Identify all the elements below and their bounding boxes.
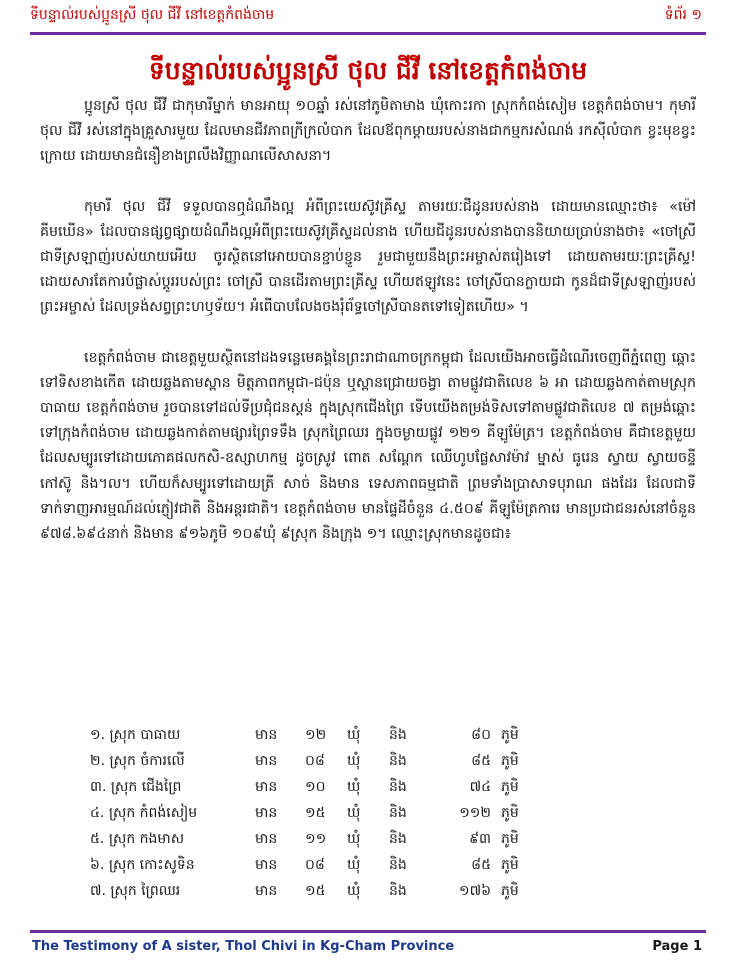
- document-body: [40, 94, 696, 572]
- page-header: [0, 0, 736, 30]
- district-commune-count: ១១: [305, 830, 327, 847]
- district-has-label: មាន: [255, 830, 278, 847]
- paragraph-gospel: កុមារី ថុល ជីវី ទទួលបានឮដំណឹងល្អ អំពីព្រះយេស៊ូវគ្រីស្ទ តាមរយៈជីដូនរបស់នាង ដោយមានឈ្មោះថា៖ «ម៉ៅ គីមឃើន» ដែលបានផ្សព្វផ្សាយដំណឹងល្អអំពីព្រះយេស៊ូវគ្រីស្ទដល់នាង ហើយជីដូនរបស់នាងបាននិយាយប្រាប់នាងថា៖ «ចៅស្រីជាទីស្រឡាញ់របស់យាយអើយ ចូរស្ថិតនៅអោយបានខ្ជាប់ខ្ជួន រួមជាមួយនឹងព្រះអម្ចាស់តរៀងទៅ ដោយតាមរយៈព្រះគ្រីស្ទ! ដោយសារតែការបំផ្លាស់ប្តូររបស់ព្រះ ចៅស្រី បានដើរតាមព្រះគ្រីស្ទ ហើយឥឡូវនេះ ចៅស្រីបានក្លាយជា កូនដ៏ជាទីស្រឡាញ់របស់ព្រះអម្ចាស់ ដែលទ្រង់សព្វព្រះហឫទ័យ។ អំពើបាបលែងចងរុំព័ទ្ធចៅស្រីបានតទៅទៀតហើយ» ។: [40, 198, 696, 316]
- district-village-count: ៩៣: [469, 830, 491, 847]
- district-name: ៣. ស្រុក ជើងព្រៃ: [90, 778, 182, 795]
- district-row: [90, 722, 541, 748]
- district-commune-count: ១៥: [305, 804, 326, 821]
- district-table: [90, 722, 541, 904]
- header-divider: [30, 32, 706, 35]
- district-commune-unit: ឃុំ: [347, 726, 361, 743]
- district-commune-count: ១២: [305, 726, 327, 743]
- district-village-unit: ភូមិ: [501, 830, 519, 847]
- district-commune-unit: ឃុំ: [347, 752, 361, 769]
- footer-divider: [30, 930, 706, 933]
- district-and-label: និង: [389, 856, 407, 873]
- district-row: [90, 878, 541, 904]
- district-and-label: និង: [389, 830, 407, 847]
- district-name: ៥. ស្រុក កងមាស: [90, 830, 185, 847]
- district-and-label: និង: [389, 882, 407, 899]
- district-row: [90, 852, 541, 878]
- district-has-label: មាន: [255, 726, 278, 743]
- district-has-label: មាន: [255, 856, 278, 873]
- district-commune-unit: ឃុំ: [347, 882, 361, 899]
- district-village-unit: ភូមិ: [501, 752, 519, 769]
- district-village-unit: ភូមិ: [501, 778, 519, 795]
- paragraph-province: ខេត្តកំពង់ចាម ជាខេត្តមួយស្ថិតនៅដងទន្លេមេគង្គនៃព្រះរាជាណាចក្រកម្ពុជា ដែលយើងអាចធ្វើដំណើរចេញពីភ្នំពេញ ឆ្ពោះទៅទិសខាងកើត ដោយឆ្លងតាមស្ពាន មិត្តភាពកម្ពុជា-ជប៉ុន ឬស្ពានជ្រោយចង្វា តាមផ្លូវជាតិលេខ ៦ អា ដោយឆ្លងកាត់តាមស្រុកបាធាយ ខេត្តកំពង់ចាម រួចបានទៅដល់ទីប្រជុំជនស្គន់ ក្នុងស្រុកជើងព្រៃ ទើបយើងតម្រង់ទិសទៅតាមផ្លូវជាតិលេខ ៧ តម្រង់ឆ្ពោះទៅក្រុងកំពង់ចាម ដោយឆ្លងកាត់តាមផ្សារព្រៃទទឹង ស្រុកព្រៃឈរ ក្នុងចម្ងាយផ្លូវ ១២១ គីឡូម៉ែត្រ។ ខេត្តកំពង់ចាម គឺជាខេត្តមួយដែលសម្បូរទៅដោយភោគផលកសិ-ឧស្សាហកម្ម ដូចស្រូវ ពោត សណ្តែក ឈើហូបផ្លែសាវម៉ាវ ម្នាស់ ធូរេន ស្វាយ ស្វាយចន្ទី កៅស៊ូ និង។ល។ ហើយក៏សម្បូរទៅដោយត្រី សាច់ និងមាន ទេសភាពធម្មជាតិ ព្រមទាំងប្រាសាទបុរាណ ផងដែរ ដែលជាទីទាក់ទាញអារម្មណ៍ដល់ភ្ញៀវជាតិ និងអន្តរជាតិ។ ខេត្តកំពង់ចាម មានផ្ទៃដីចំនួន ៤.៥០៩ គីឡូម៉ែត្រការេ មានប្រជាជនរស់នៅចំនួន ៩៧៨.៦៩៤នាក់ និងមាន ៩១៦ភូមិ ១០៩ឃុំ ៩ស្រុក និងក្រុង ១។ ឈ្មោះស្រុកមានដូចជា៖: [40, 349, 696, 543]
- district-village-count: ១១២: [459, 804, 491, 821]
- district-has-label: មាន: [255, 882, 278, 899]
- district-village-unit: ភូមិ: [501, 856, 519, 873]
- district-name: ៧. ស្រុក ព្រៃឈរ: [90, 882, 181, 899]
- district-has-label: មាន: [255, 752, 278, 769]
- district-and-label: និង: [389, 752, 407, 769]
- district-name: ១. ស្រុក បាធាយ: [90, 726, 181, 743]
- district-and-label: និង: [389, 726, 407, 743]
- header-title: ទីបន្ទាល់របស់ប្អូនស្រី ថុល ជីវី នៅខេត្តកំពង់ចាម: [30, 6, 275, 23]
- district-row: [90, 826, 541, 852]
- district-commune-count: ០៨: [305, 856, 325, 873]
- document-title: ទីបន្ទាល់របស់ប្អូនស្រី ថុល ជីវី នៅខេត្តកំពង់ចាម: [148, 56, 588, 85]
- page-footer: [0, 934, 736, 958]
- district-village-unit: ភូមិ: [501, 726, 519, 743]
- district-has-label: មាន: [255, 778, 278, 795]
- district-has-label: មាន: [255, 804, 278, 821]
- district-village-count: ៨៥: [471, 752, 491, 769]
- header-page-number: ទំព័រ ១: [664, 6, 702, 23]
- district-row: [90, 748, 541, 774]
- district-village-count: ៨៥: [471, 856, 491, 873]
- district-village-unit: ភូមិ: [501, 882, 519, 899]
- district-row: [90, 774, 541, 800]
- district-commune-count: ១៥: [305, 882, 326, 899]
- district-commune-unit: ឃុំ: [347, 830, 361, 847]
- paragraph-intro: ប្អូនស្រី ថុល ជីវី ជាកុមារីម្នាក់ មានអាយុ ១០ឆ្នាំ រស់នៅភូមិតាមាង ឃុំកោះរកា ស្រុកកំពង់សៀម ខេត្តកំពង់ចាម។ កុមារី ថុល ជីវី រស់នៅក្នុងគ្រួសារមួយ ដែលមានជីវភាពក្រីក្រលំបាក ដែលឪពុកម្តាយរបស់នាងជាកម្មករសំណង់ រកស៊ីលំបាក ខ្វះមុខខ្វះក្រោយ ដោយមានជំនឿខាងព្រលឹងវិញ្ញាណលើសាសនា។: [40, 98, 696, 165]
- district-commune-count: ០៨: [305, 752, 325, 769]
- district-commune-count: ១០: [305, 778, 326, 795]
- district-village-unit: ភូមិ: [501, 804, 519, 821]
- district-name: ៦. ស្រុក កោះសូទិន: [90, 856, 195, 873]
- district-and-label: និង: [389, 804, 407, 821]
- district-name: ៤. ស្រុក កំពង់សៀម: [90, 804, 198, 821]
- district-commune-unit: ឃុំ: [347, 778, 361, 795]
- footer-page-number: Page 1: [652, 938, 702, 954]
- district-village-count: ១៧៦: [459, 882, 491, 899]
- footer-title: The Testimony of A sister, Thol Chivi in Kg-Cham Province: [32, 938, 455, 954]
- district-name: ២. ស្រុក ចំការលើ: [90, 752, 185, 769]
- district-and-label: និង: [389, 778, 407, 795]
- district-village-count: ៧៤: [469, 778, 491, 795]
- district-row: [90, 800, 541, 826]
- district-village-count: ៨០: [471, 726, 491, 743]
- district-commune-unit: ឃុំ: [347, 856, 361, 873]
- district-commune-unit: ឃុំ: [347, 804, 361, 821]
